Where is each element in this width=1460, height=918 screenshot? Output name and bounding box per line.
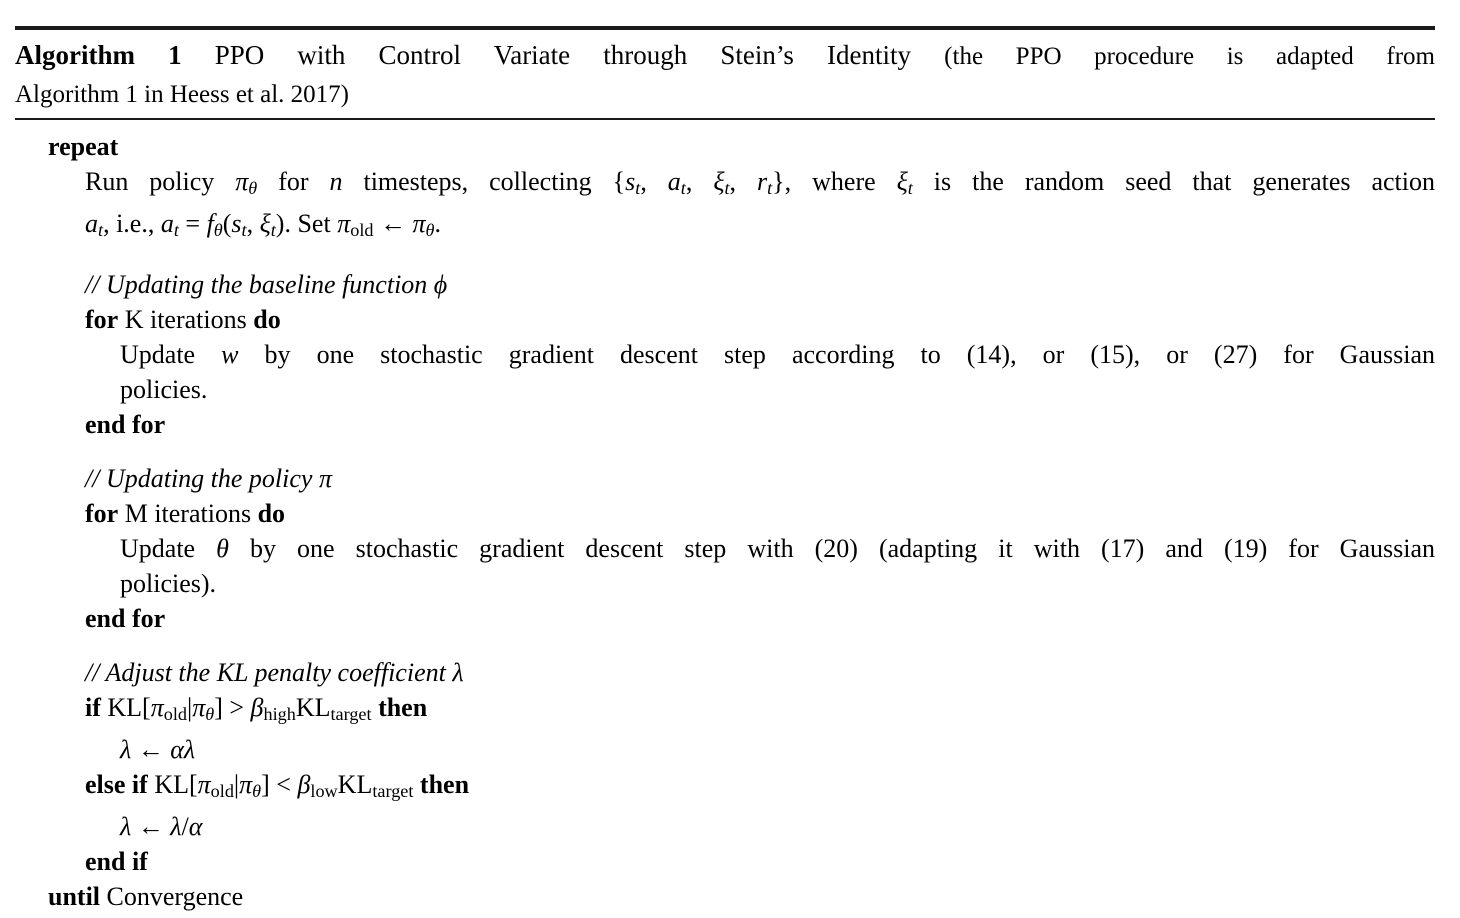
text-segment: ← xyxy=(373,209,413,238)
text-segment: β xyxy=(297,770,311,799)
text-segment: , where xyxy=(784,167,897,196)
text-segment: a xyxy=(85,209,98,238)
caption-note-part2: Algorithm 1 in Heess et al. 2017) xyxy=(15,81,349,108)
text-segment: Update xyxy=(120,340,222,369)
text-segment: t xyxy=(270,220,276,240)
text-segment: θ xyxy=(213,220,223,240)
text-segment: high xyxy=(263,704,296,724)
text-segment: λ xyxy=(452,658,464,687)
algorithm-line xyxy=(15,267,1435,302)
text-segment: old xyxy=(210,781,234,801)
caption-rule xyxy=(15,118,1435,120)
text-segment: f xyxy=(206,209,214,238)
text-segment: repeat xyxy=(48,132,119,161)
text-segment: π xyxy=(337,209,351,238)
algorithm-line xyxy=(15,372,1435,407)
text-segment: , i.e., xyxy=(103,209,161,238)
algorithm-number: Algorithm 1 xyxy=(15,40,182,70)
top-rule xyxy=(15,26,1435,30)
text-segment: , xyxy=(729,167,757,196)
text-segment: by one stochastic gradient descent step with (20) (adapting it with (17) and (19) for Gaussian xyxy=(228,534,1435,563)
text-segment: t xyxy=(635,178,641,198)
text-segment: π xyxy=(235,167,249,196)
text-segment: ϕ xyxy=(433,270,448,299)
text-segment: π xyxy=(197,770,211,799)
text-segment: , xyxy=(640,167,668,196)
algorithm-line xyxy=(15,302,1435,337)
text-segment: for xyxy=(85,305,119,334)
algorithm-caption xyxy=(15,37,1435,113)
text-segment: if xyxy=(85,693,108,722)
text-segment: target xyxy=(330,704,372,724)
text-segment: policies). xyxy=(120,569,217,598)
text-segment: α xyxy=(170,735,184,764)
text-segment: t xyxy=(907,178,913,198)
text-segment: // Updating the baseline function xyxy=(85,270,434,299)
text-segment: / xyxy=(181,812,189,841)
text-segment: ξ xyxy=(896,167,908,196)
text-segment: do xyxy=(253,305,281,334)
caption-line-2 xyxy=(15,75,1435,113)
algorithm-line xyxy=(15,767,1435,809)
text-segment: ← xyxy=(131,812,171,841)
algorithm-line xyxy=(15,129,1435,164)
text-segment: Run policy xyxy=(85,167,236,196)
algorithm-line xyxy=(15,690,1435,732)
algorithm-line xyxy=(15,206,1435,248)
text-segment: λ xyxy=(183,735,196,764)
algorithm-line xyxy=(15,879,1435,914)
text-segment: low xyxy=(310,781,338,801)
text-segment: λ xyxy=(170,812,182,841)
text-segment: old xyxy=(350,220,374,240)
algorithm-line xyxy=(15,809,1435,844)
text-segment: θ xyxy=(216,534,229,563)
text-segment: else if xyxy=(85,770,155,799)
text-segment: old xyxy=(163,704,187,724)
caption-line-1 xyxy=(15,37,1435,75)
text-segment: KL xyxy=(337,770,373,799)
text-segment: π xyxy=(192,693,206,722)
text-segment: t xyxy=(680,178,686,198)
text-segment: KL[ xyxy=(154,770,198,799)
text-segment: t xyxy=(241,220,247,240)
text-segment: θ xyxy=(425,220,435,240)
text-segment: λ xyxy=(120,735,132,764)
algorithm-line xyxy=(15,337,1435,372)
text-segment: θ xyxy=(248,178,258,198)
text-segment: | xyxy=(187,693,193,722)
text-segment: | xyxy=(233,770,240,799)
text-segment: π xyxy=(412,209,426,238)
text-segment: s xyxy=(625,167,636,196)
algorithm-line xyxy=(15,496,1435,531)
text-segment: . xyxy=(434,209,441,238)
text-segment: ← xyxy=(131,735,171,764)
text-segment: ξ xyxy=(259,209,271,238)
text-segment: θ xyxy=(205,704,215,724)
caption-note-part1: (the PPO procedure is adapted from xyxy=(944,43,1436,70)
text-segment: θ xyxy=(252,781,262,801)
algorithm-line xyxy=(15,844,1435,879)
text-segment: π xyxy=(318,464,332,493)
text-segment: KL xyxy=(295,693,331,722)
algorithm-line xyxy=(15,732,1435,767)
algorithm-line xyxy=(15,566,1435,601)
text-segment: do xyxy=(257,499,286,528)
text-segment: = xyxy=(178,209,207,238)
text-segment: for xyxy=(257,167,330,196)
text-segment: timesteps, collecting xyxy=(342,167,613,196)
text-segment: , xyxy=(685,167,714,196)
text-segment: w xyxy=(221,340,239,369)
text-segment: Convergence xyxy=(100,882,244,911)
text-segment: π xyxy=(239,770,253,799)
text-segment: t xyxy=(173,220,179,240)
text-segment: target xyxy=(372,781,414,801)
text-segment: { xyxy=(612,167,626,196)
text-segment: t xyxy=(98,220,104,240)
text-segment: for xyxy=(85,499,119,528)
text-segment: π xyxy=(150,693,164,722)
text-segment: α xyxy=(188,812,203,841)
algorithm-body xyxy=(15,129,1435,914)
text-segment: until xyxy=(48,882,101,911)
text-segment: ] < xyxy=(261,770,298,799)
text-segment: end for xyxy=(85,604,166,633)
text-segment: , xyxy=(246,209,260,238)
text-segment: end for xyxy=(85,410,166,439)
text-segment: Update xyxy=(120,534,217,563)
text-segment: a xyxy=(160,209,174,238)
text-segment: end if xyxy=(85,847,148,876)
text-segment: policies. xyxy=(120,375,208,404)
text-segment: then xyxy=(378,693,428,722)
text-segment: ( xyxy=(222,209,232,238)
text-segment: s xyxy=(231,209,242,238)
algorithm-line xyxy=(15,655,1435,690)
text-segment: t xyxy=(724,178,730,198)
text-segment: ξ xyxy=(713,167,725,196)
algorithm-line xyxy=(15,531,1435,566)
text-segment: a xyxy=(667,167,681,196)
text-segment: β xyxy=(250,693,264,722)
algorithm-title: PPO with Control Variate through Stein’s Identity xyxy=(181,40,945,70)
algorithm-line xyxy=(15,601,1435,636)
algorithm-line xyxy=(15,461,1435,496)
text-segment: M iterations xyxy=(118,499,258,528)
text-segment: ) xyxy=(275,209,285,238)
text-segment: . Set xyxy=(284,209,338,238)
text-segment: n xyxy=(329,167,343,196)
text-segment: is the random seed that generates action xyxy=(912,167,1435,196)
text-segment: // Adjust the KL penalty coefficient xyxy=(85,658,453,687)
algorithm-line xyxy=(15,407,1435,442)
text-segment: // Updating the policy xyxy=(85,464,319,493)
text-segment: then xyxy=(419,770,470,799)
text-segment: K iterations xyxy=(118,305,254,334)
text-segment: t xyxy=(767,178,773,198)
text-segment: by one stochastic gradient descent step according to (14), or (15), or (27) for Gaussian xyxy=(238,340,1435,369)
text-segment: KL[ xyxy=(107,693,151,722)
text-segment: r xyxy=(756,167,768,196)
text-segment: ] > xyxy=(214,693,251,722)
text-segment: λ xyxy=(120,812,132,841)
text-segment: } xyxy=(772,167,785,196)
algorithm-line xyxy=(15,164,1435,206)
